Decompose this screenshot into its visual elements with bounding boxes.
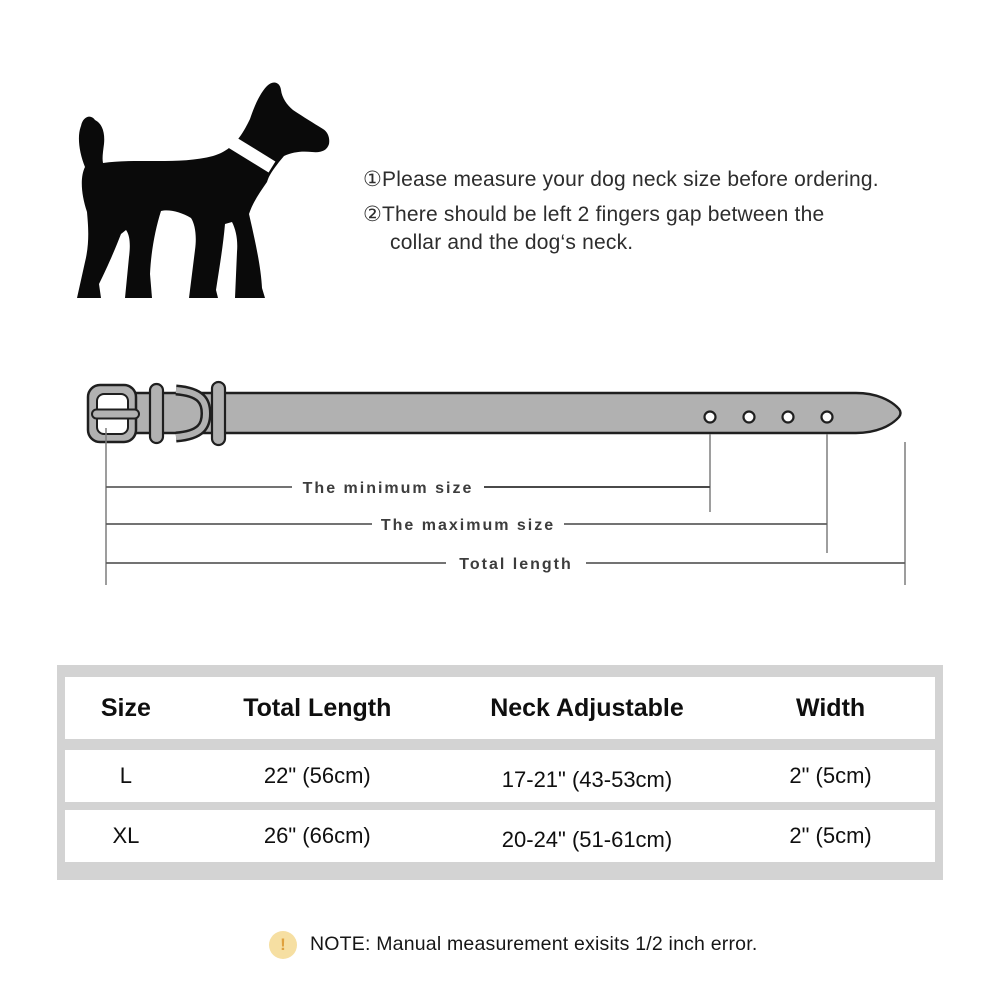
buckle-prong bbox=[92, 410, 139, 419]
instruction-2-line1: ②There should be left 2 fingers gap between the bbox=[363, 203, 825, 226]
table-row-l bbox=[65, 750, 935, 802]
instruction-1: ①Please measure your dog neck size before ordering. bbox=[363, 168, 879, 191]
row-l-neck-adjustable: 17-21" (43-53cm) bbox=[501, 767, 673, 792]
dog-silhouette-illustration bbox=[65, 72, 345, 322]
warning-icon-glyph: ! bbox=[280, 935, 286, 954]
collar-hole-3 bbox=[783, 412, 794, 423]
collar-keeper-loop-2 bbox=[212, 382, 225, 445]
measurement-note: NOTE: Manual measurement exisits 1/2 inch error. bbox=[310, 933, 758, 955]
row-xl-size: XL bbox=[112, 823, 140, 848]
row-xl-neck-adjustable: 20-24" (51-61cm) bbox=[501, 827, 673, 852]
header-width: Width bbox=[795, 693, 866, 722]
table-row-xl bbox=[65, 810, 935, 862]
header-total-length: Total Length bbox=[243, 693, 392, 722]
collar-measurement-diagram bbox=[0, 370, 1000, 605]
min-size-label: The minimum size bbox=[302, 480, 474, 497]
total-length-label: Total length bbox=[459, 556, 573, 573]
size-table-header-row bbox=[65, 677, 935, 739]
header-size: Size bbox=[100, 693, 151, 722]
collar-hole-2 bbox=[744, 412, 755, 423]
dog-body-shape bbox=[77, 83, 329, 298]
row-l-width: 2" (5cm) bbox=[789, 763, 872, 788]
warning-icon bbox=[269, 931, 297, 959]
collar-strap bbox=[110, 393, 901, 433]
max-size-label: The maximum size bbox=[380, 517, 556, 534]
row-xl-width: 2" (5cm) bbox=[789, 823, 872, 848]
collar-hole-1 bbox=[705, 412, 716, 423]
row-l-size: L bbox=[119, 763, 133, 788]
size-table bbox=[57, 665, 943, 880]
collar-hole-4 bbox=[822, 412, 833, 423]
row-l-total-length: 22" (56cm) bbox=[263, 763, 371, 788]
header-neck-adjustable: Neck Adjustable bbox=[490, 693, 684, 722]
collar-keeper-loop-1 bbox=[150, 384, 163, 443]
instruction-2-line2: collar and the dog‘s neck. bbox=[390, 231, 634, 254]
row-xl-total-length: 26" (66cm) bbox=[263, 823, 371, 848]
